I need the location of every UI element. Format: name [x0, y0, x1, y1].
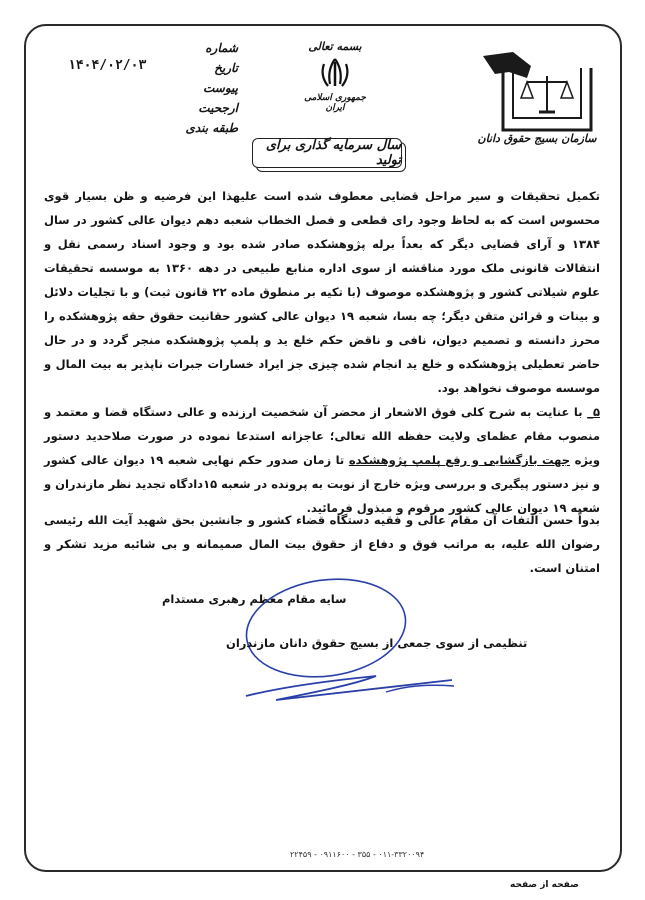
meta-number-label: شماره	[205, 41, 238, 55]
paragraph-3: بدواً حسن التفات آن مقام عالی و فقیه دستگاه قضاء کشور و جانشین بحق شهید آیت الله رئیسی رضوان الله علیه، به مراتب فوق و دفاع از حقوق بیت المال صمیمانه و بی شائبه مزید تشکر و امتنان است.	[44, 513, 600, 575]
emblem-icon	[318, 56, 352, 90]
paragraph-2-text-a: با عنایت به شرح کلی فوق الاشعار از محضر آن شخصیت ارزنده و عالی دستگاه قضا و معتمد و منصوب مقام عظمای ولایت حفظه الله تعالی؛ عاجزانه استدعا نموده در صورت صلاحدید دستور ویژه	[44, 405, 600, 467]
bismillah-text: بسمه تعالی	[308, 40, 362, 53]
letter-meta	[168, 38, 238, 138]
signatory-line: تنظیمی از سوی جمعی از بسیج حقوق دانان مازندران	[226, 636, 528, 650]
organization-name: سازمان بسیج حقوق دانان	[477, 132, 597, 145]
footer-contact: ۰۱۱-۳۳۲۰۰۹۴ - ۳۵۵ - ۰۹۱۱۶۰۰ - ۲۲۴۵۹	[290, 850, 425, 859]
slogan-text: سال سرمایه گذاری برای تولید	[265, 138, 401, 168]
paragraph-2-number: ۵_	[587, 405, 600, 419]
closing-line: سایه مقام معظم رهبری مستدام	[162, 592, 347, 606]
paragraph-2-request: جهت بازگشایی و رفع پلمپ پژوهشکده	[348, 453, 571, 467]
national-emblem	[302, 40, 368, 113]
meta-classification-label: طبقه بندی	[185, 121, 238, 135]
letter-date: ۱۴۰۴/۰۲/۰۳	[68, 58, 147, 73]
slogan-banner	[252, 138, 402, 168]
paragraph-1: تکمیل تحقیقات و سیر مراحل قضایی معطوف شده است علیهذا این فرضیه و ظن بسیار قوی محسوس است که به لحاظ وجود رای قطعی و فصل الخطاب شعبه دهم دیوان عالی کشور در سال ۱۳۸۴ و آرای قضایی دیگر که بعداً برله پژوهشکده صادر شده بود و وجود اسناد رسمی نقل و انتقالات قانونی ملک مورد مناقشه از سوی اداره منابع طبیعی در دهه ۱۳۶۰ به موسسه تحقیقات علوم شیلاتی کشور و پژوهشکده موصوف (با تکیه بر منطوق ماده ۲۲ قانون ثبت) و با تجلیات دلائل و بینات و قرائن متقن دیگر؛ چه بسا، شعبه ۱۹ دیوان عالی کشور حقانیت حقوق حقه پژوهشکده را محرز دانسته و تصمیم دیوان، نافی و ناقض حکم خلع ید و پلمپ پژوهشکده منجر گردد و در حال حاضر تعطیلی پژوهشکده و خلع ید انجام شده چیزی جز ایراد خسارات جبرات ناپذیر به بیت المال و موسسه موصوف نخواهد بود.	[44, 189, 600, 395]
meta-priority-label: ارجحیت	[198, 101, 238, 115]
meta-date-label: تاریخ	[214, 61, 238, 75]
paragraph-2	[44, 400, 600, 520]
page-counter: صفحه از صفحه	[510, 880, 579, 890]
paragraph-2-text-b: تا زمان صدور حکم نهایی شعبه ۱۹ دیوان عالی کشور و نیز دستور پیگیری و بررسی ویژه خارج از نوبت به پرونده در شعبه ۱۵دادگاه تجدید نظر مازندران و شعبه ۱۹ دیوان عالی کشور مرقوم و مبذول فرمائید.	[44, 453, 600, 515]
meta-attachment-label: پیوست	[203, 81, 238, 95]
country-name: جمهوری اسلامی ایران	[304, 93, 366, 113]
